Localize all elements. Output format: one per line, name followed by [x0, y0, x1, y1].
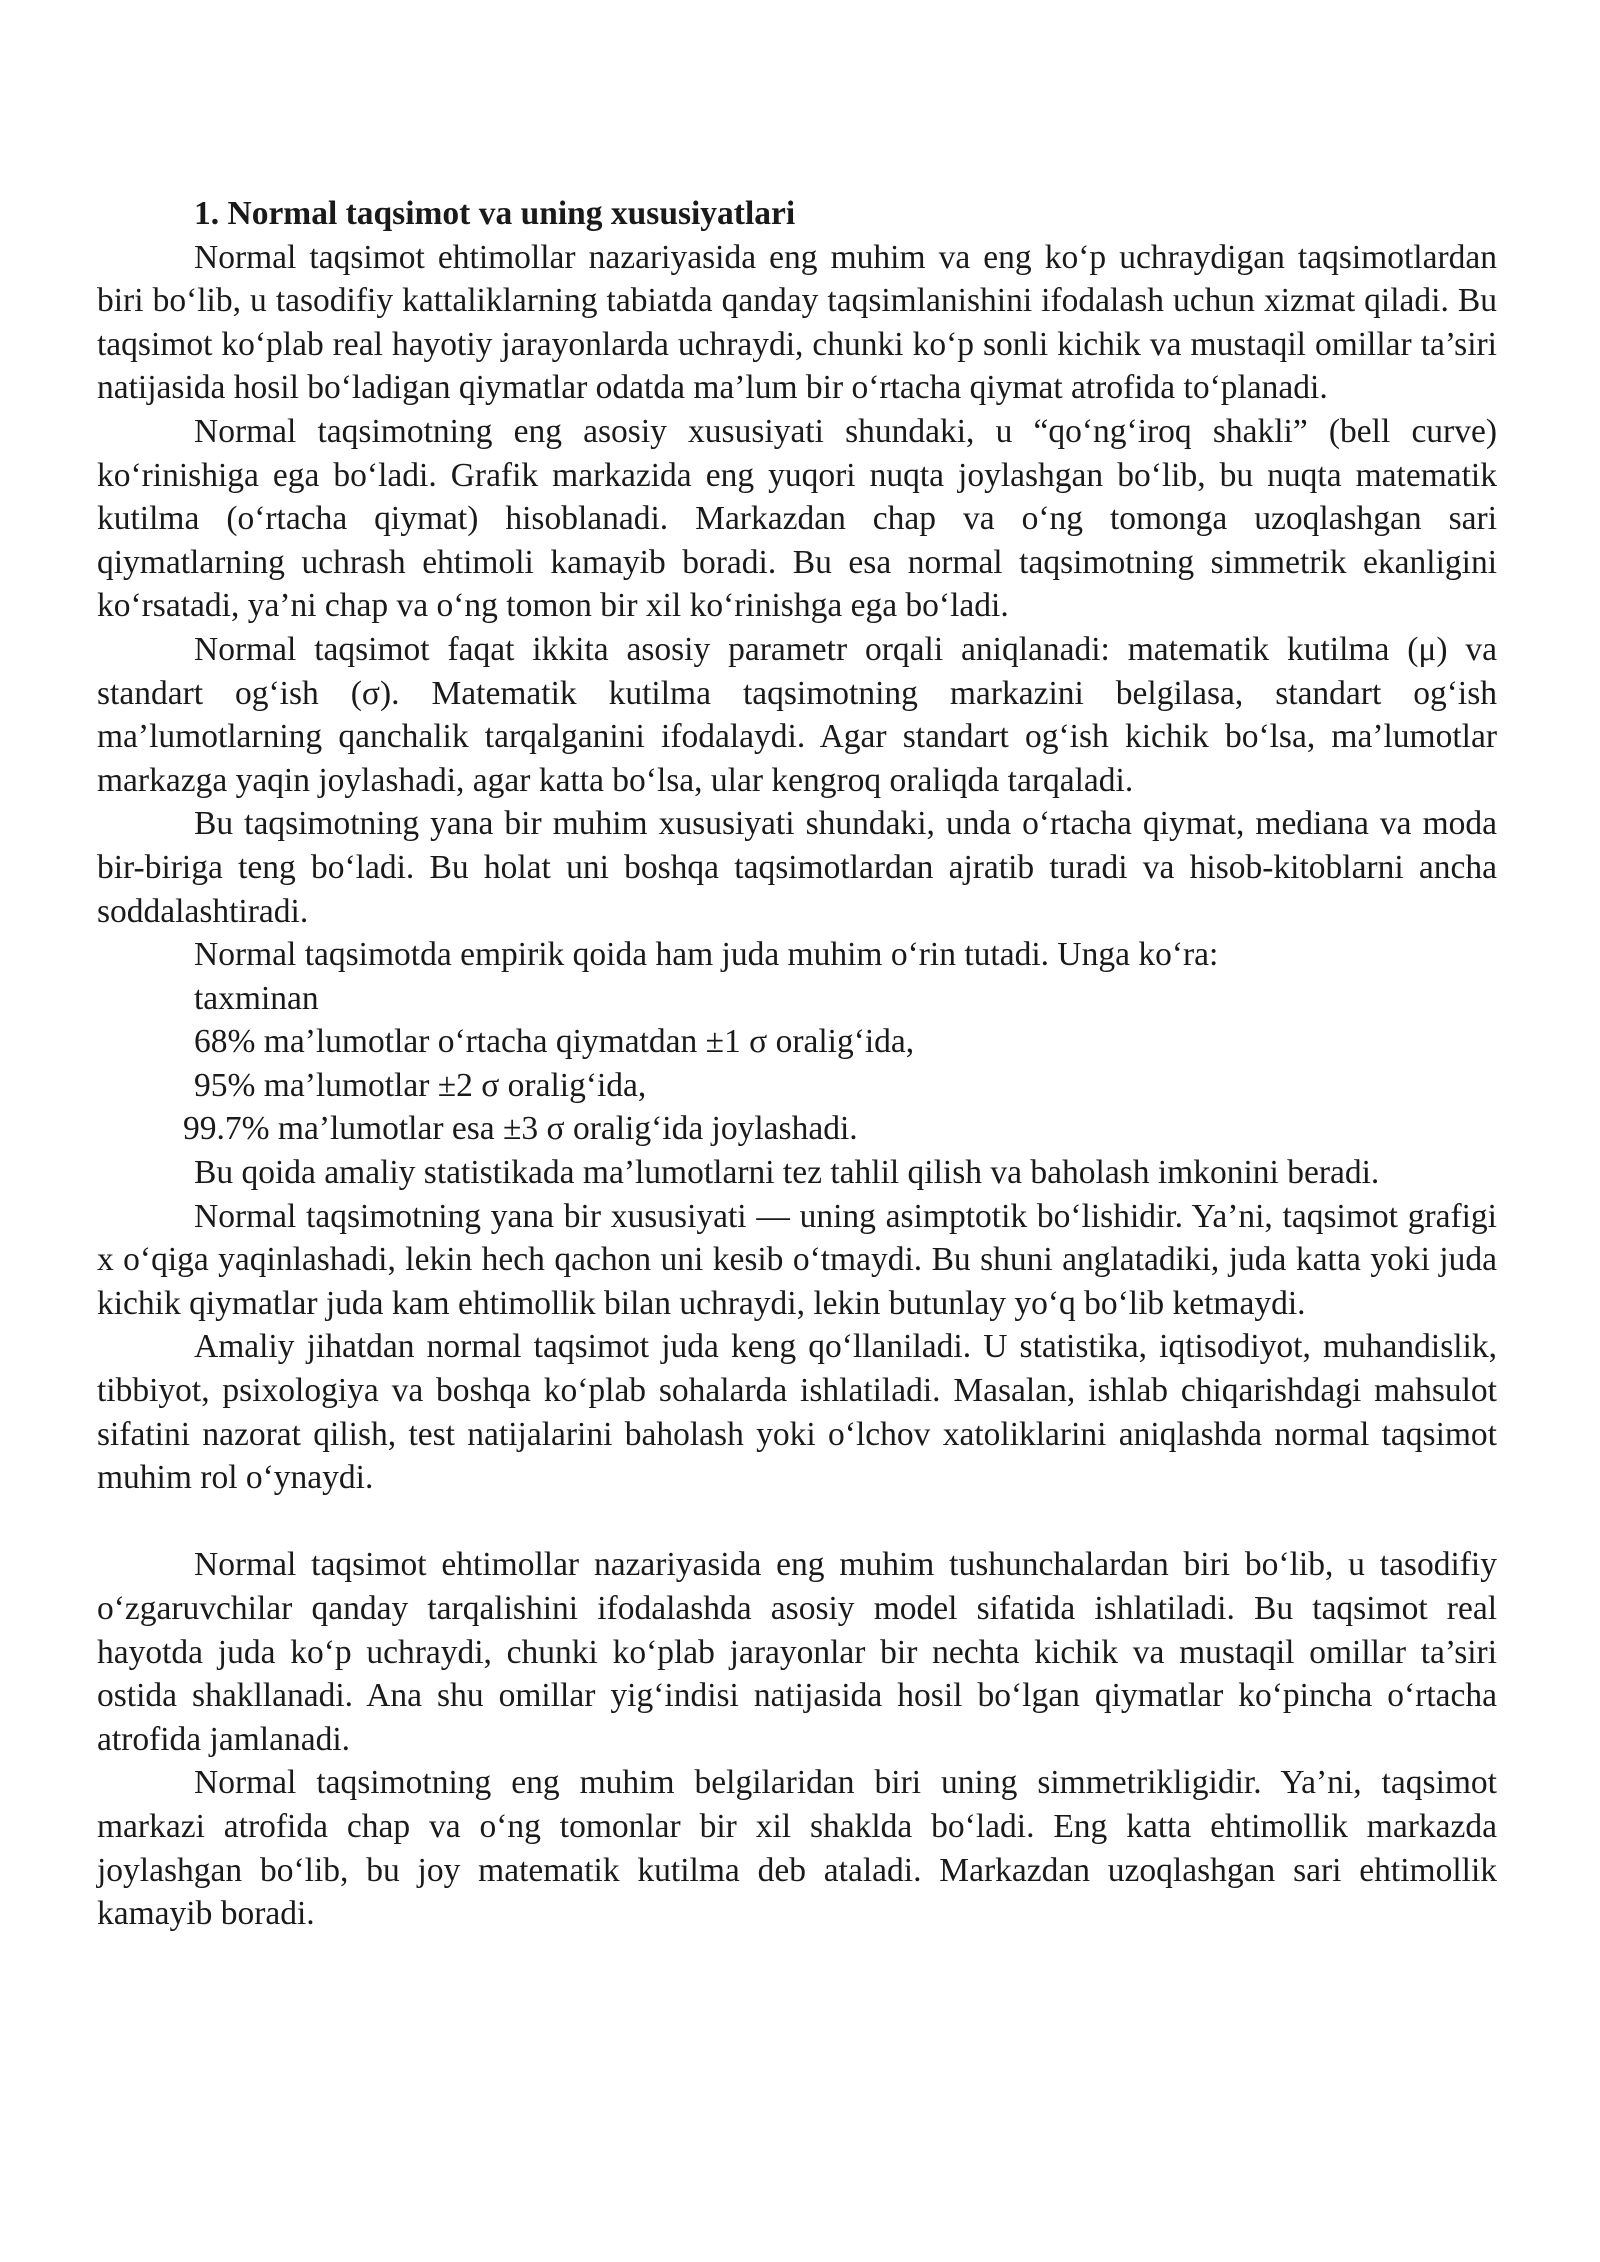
list-item: 68% ma’lumotlar o‘rtacha qiymatdan ±1 σ oralig‘ida, [194, 1023, 915, 1061]
paragraph: Amaliy jihatdan normal taqsimot juda keng qo‘llaniladi. U statistika, iqtisodiyot, muhandislik, tibbiyot, psixologiya va boshqa ko‘plab sohalarda ishlatiladi. Masalan, ishlab chiqarishdagi mahsulot sifatini nazorat qilish, test natijalarini baholash yoki o‘lchov xatoliklarini aniqlashda normal taqsimot muhim rol o‘ynaydi. [97, 1328, 1497, 1497]
paragraph: Bu taqsimotning yana bir muhim xususiyati shundaki, unda o‘rtacha qiymat, mediana va moda bir-biriga teng bo‘ladi. Bu holat uni boshqa taqsimotlardan ajratib turadi va hisob-kitoblarni ancha soddalashtiradi. [97, 805, 1497, 930]
document-page [97, 192, 1497, 1936]
paragraph: Normal taqsimotning eng asosiy xususiyati shundaki, u “qo‘ng‘iroq shakli” (bell curve) ko‘rinishiga ega bo‘ladi. Grafik markazida eng yuqori nuqta joylashgan bo‘lib, bu nuqta matematik kutilma (o‘rtacha qiymat) hisoblanadi. Markazdan chap va o‘ng tomonga uzoqlashgan sari qiymatlarning uchrash ehtimoli kamayib boradi. Bu esa normal taqsimotning simmetrik ekanligini ko‘rsatadi, ya’ni chap va o‘ng tomon bir xil ko‘rinishga ega bo‘ladi. [97, 412, 1497, 625]
paragraph: Normal taqsimotning yana bir xususiyati — uning asimptotik bo‘lishidir. Ya’ni, taqsimot grafigi x o‘qiga yaqinlashadi, lekin hech qachon uni kesib o‘tmaydi. Bu shuni anglatadiki, juda katta yoki juda kichik qiymatlar juda kam ehtimollik bilan uchraydi, lekin butunlay yo‘q bo‘lib ketmaydi. [97, 1197, 1497, 1322]
list-item: 99.7% ma’lumotlar esa ±3 σ oralig‘ida joylashadi. [183, 1110, 858, 1148]
paragraph: Normal taqsimot faqat ikkita asosiy parametr orqali aniqlanadi: matematik kutilma (μ) va standart og‘ish (σ). Matematik kutilma taqsimotning markazini belgilasa, standart og‘ish ma’lumotlarning qanchalik tarqalganini ifodalaydi. Agar standart og‘ish kichik bo‘lsa, ma’lumotlar markazga yaqin joylashadi, agar katta bo‘lsa, ular kengroq oraliqda tarqaladi. [97, 630, 1497, 799]
empirical-rule-list [97, 977, 1497, 1151]
paragraph-gap [97, 1500, 1497, 1544]
paragraph: Normal taqsimotda empirik qoida ham juda muhim o‘rin tutadi. Unga ko‘ra: [194, 936, 1219, 974]
paragraph: Normal taqsimot ehtimollar nazariyasida eng muhim va eng ko‘p uchraydigan taqsimotlardan biri bo‘lib, u tasodifiy kattaliklarning tabiatda qanday taqsimlanishini ifodalash uchun xizmat qiladi. Bu taqsimot ko‘plab real hayotiy jarayonlarda uchraydi, chunki ko‘p sonli kichik va mustaqil omillar ta’siri natijasida hosil bo‘ladigan qiymatlar odatda ma’lum bir o‘rtacha qiymat atrofida to‘planadi. [97, 238, 1497, 407]
paragraph: Bu qoida amaliy statistikada ma’lumotlarni tez tahlil qilish va baholash imkonini beradi. [194, 1154, 1380, 1192]
paragraph: Normal taqsimotning eng muhim belgilaridan biri uning simmetrikligidir. Ya’ni, taqsimot markazi atrofida chap va o‘ng tomonlar bir xil shaklda bo‘ladi. Eng katta ehtimollik markazda joylashgan bo‘lib, bu joy matematik kutilma deb ataladi. Markazdan uzoqlashgan sari ehtimollik kamayib boradi. [97, 1764, 1497, 1933]
section-heading: 1. Normal taqsimot va uning xususiyatlari [194, 195, 796, 232]
list-item: taxminan [194, 979, 319, 1017]
paragraph: Normal taqsimot ehtimollar nazariyasida eng muhim tushunchalardan biri bo‘lib, u tasodifiy o‘zgaruvchilar qanday tarqalishini ifodalashda asosiy model sifatida ishlatiladi. Bu taqsimot real hayotda juda ko‘p uchraydi, chunki ko‘plab jarayonlar bir nechta kichik va mustaqil omillar ta’siri ostida shakllanadi. Ana shu omillar yig‘indisi natijasida hosil bo‘lgan qiymatlar ko‘pincha o‘rtacha atrofida jamlanadi. [97, 1546, 1497, 1758]
list-item: 95% ma’lumotlar ±2 σ oralig‘ida, [194, 1066, 647, 1104]
